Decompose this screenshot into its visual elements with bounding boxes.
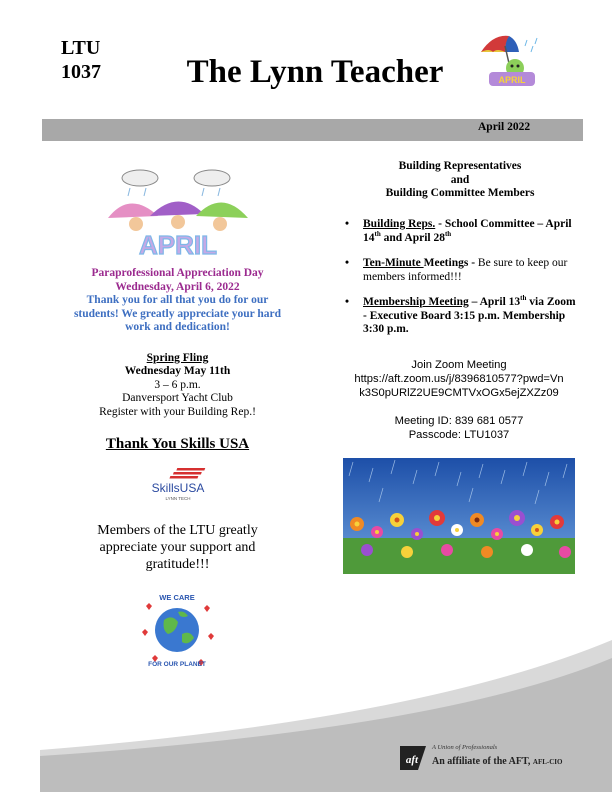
bullet-text: – April 13 xyxy=(468,296,521,308)
skillsusa-logo-icon xyxy=(138,466,218,504)
zoom-url-line-2[interactable]: k3S0pURlZ2UE9CMTVxOGx5ejZXZz09 xyxy=(359,387,559,399)
bullet-text: via Zoom - Executive Board 3:15 p.m. Membership 3:30 p.m. xyxy=(363,296,576,335)
bullet-text: Meetings - xyxy=(423,257,478,269)
local-number: 1037 xyxy=(61,61,101,83)
aft-affiliate-small: AFL-CIO xyxy=(532,758,563,766)
spring-fling-register: Register with your Building Rep.! xyxy=(99,405,256,418)
aft-logo-text: aft xyxy=(405,754,419,766)
zoom-url-line-1[interactable]: https://aft.zoom.us/j/83968105​77?pwd=Vn xyxy=(354,373,564,385)
heading-line-3: Building Committee Members xyxy=(385,187,535,199)
bullet-text: - School Committee – April 14 xyxy=(363,218,572,244)
zoom-info xyxy=(335,358,583,442)
spring-fling-date: Wednesday May 11th xyxy=(124,365,231,377)
april-kids-umbrellas-icon xyxy=(100,168,255,260)
aft-affiliate-text: An affiliate of the AFT, xyxy=(432,756,533,767)
april-art-text: APRIL xyxy=(139,230,217,260)
meeting-id: Meeting ID: 839 681 0577 xyxy=(394,415,524,427)
members-message: Members of the LTU greatly appreciate your support and gratitude!!! xyxy=(97,523,258,572)
earth-text-bottom: FOR OUR PLANET xyxy=(148,661,206,668)
footer-swoosh xyxy=(0,640,612,792)
bullet-label: Building Reps. xyxy=(363,218,436,230)
passcode: Passcode: LTU1037 xyxy=(408,429,510,441)
thanks-heading: Thank You Skills USA xyxy=(105,436,250,452)
aft-tagline: A Union of Professionals xyxy=(432,744,498,751)
bullet-text-normal: Be sure to keep our members informed!!! xyxy=(363,257,568,283)
building-reps-heading xyxy=(340,160,580,201)
para-day-message: Thank you for all that you do for our students! We greatly appreciate your hard work and dedication! xyxy=(73,294,282,333)
heading-line-2: and xyxy=(450,173,470,186)
april-logo-text: APRIL xyxy=(498,75,526,85)
bullet-item xyxy=(345,218,580,245)
spring-fling-place: Danversport Yacht Club xyxy=(122,392,233,404)
issue-date: April 2022 xyxy=(478,121,531,133)
union-local-number xyxy=(61,36,101,84)
bullet-label: Ten-Minute xyxy=(363,257,424,269)
skillsusa-logo-text: SkillsUSA xyxy=(151,481,205,495)
para-day-date: Wednesday, April 6, 2022 xyxy=(115,280,240,293)
bullet-label: Membership Meeting xyxy=(363,296,469,308)
bullet-sup: th xyxy=(520,294,527,303)
spring-fling-title: Spring Fling xyxy=(146,351,209,364)
aft-logo-icon xyxy=(398,744,428,772)
bullet-item xyxy=(345,257,580,284)
bullet-sup: th xyxy=(374,229,381,238)
bullet-sup: th xyxy=(444,229,452,238)
bullet-list xyxy=(345,218,580,349)
newsletter-title: The Lynn Teacher xyxy=(186,54,444,90)
earth-text-top: WE CARE xyxy=(159,593,195,602)
para-day-title: Paraprofessional Appreciation Day xyxy=(91,267,264,279)
bullet-item xyxy=(345,296,580,337)
april-umbrella-icon xyxy=(475,32,545,88)
left-column xyxy=(70,267,285,419)
heading-line-1: Building Representatives xyxy=(398,160,522,172)
skillsusa-logo-sub: LYNN TECH xyxy=(165,496,191,501)
bullet-text: and April 28 xyxy=(380,231,445,244)
spring-fling-time: 3 – 6 p.m. xyxy=(154,378,201,391)
flowers-rain-image xyxy=(343,458,575,574)
aft-affiliate xyxy=(432,756,562,767)
ltu-label: LTU xyxy=(61,37,101,59)
zoom-join: Join Zoom Meeting xyxy=(411,359,507,371)
